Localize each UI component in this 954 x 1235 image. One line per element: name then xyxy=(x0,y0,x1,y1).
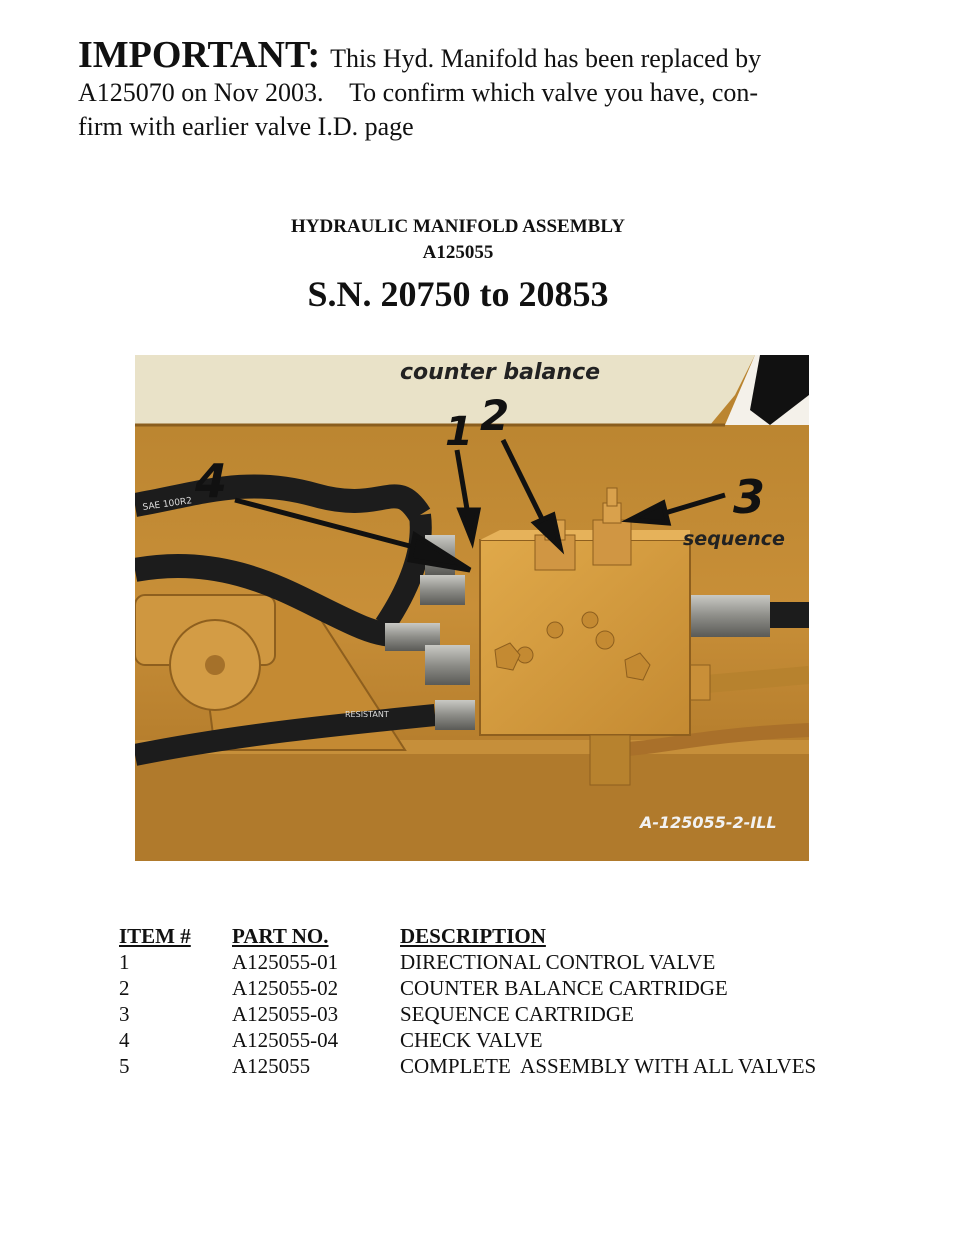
header-item: ITEM # xyxy=(119,924,191,948)
serial-range: S.N. 20750 to 20853 xyxy=(307,274,609,314)
notice-line-1: This Hyd. Manifold has been replaced by xyxy=(330,44,762,73)
table-row xyxy=(119,1054,840,1080)
block-port-2 xyxy=(582,612,598,628)
part-number: A125055-02 xyxy=(232,976,339,1000)
important-notice xyxy=(78,34,838,144)
part-description: COUNTER BALANCE CARTRIDGE xyxy=(400,976,728,1000)
notice-line-2: A125070 on Nov 2003. To confirm which valve you have, con- xyxy=(78,78,759,107)
parts-table xyxy=(119,924,840,1080)
floor-rail xyxy=(135,750,809,861)
part-number: A125055-03 xyxy=(232,1002,339,1026)
table-header-row xyxy=(119,924,840,950)
fitting-2 xyxy=(420,575,465,605)
manifold-photo xyxy=(135,355,809,861)
table-row xyxy=(119,1002,840,1028)
part-description: DIRECTIONAL CONTROL VALVE xyxy=(400,950,716,974)
part-description: SEQUENCE CARTRIDGE xyxy=(400,1002,634,1026)
hose-print-2: RESISTANT xyxy=(345,710,389,719)
notice-line-3: firm with earlier valve I.D. page xyxy=(78,112,414,141)
table-row xyxy=(119,976,840,1002)
photo-id-label: A-125055-2-ILL xyxy=(640,813,777,832)
block-leg xyxy=(590,735,630,785)
hose-print-1: SAE 100R2 xyxy=(142,496,193,513)
item-number: 5 xyxy=(119,1054,130,1078)
tube-right xyxy=(695,675,809,685)
part-number: A125055-04 xyxy=(232,1028,339,1052)
fitting-4 xyxy=(425,645,470,685)
item-number: 1 xyxy=(119,950,130,974)
fitting-5 xyxy=(435,700,475,730)
callout-1: 1 xyxy=(445,409,473,455)
part-description: COMPLETE ASSEMBLY WITH ALL VALVES xyxy=(400,1054,817,1078)
part-description: CHECK VALVE xyxy=(400,1028,543,1052)
callout-4: 4 xyxy=(195,454,228,508)
manifold-illustration xyxy=(135,355,809,861)
decal-counter-balance-text: counter balance xyxy=(400,360,601,385)
item-number: 3 xyxy=(119,1002,130,1026)
pivot-pin xyxy=(205,655,225,675)
fitting-right xyxy=(690,595,770,637)
assembly-title: HYDRAULIC MANIFOLD ASSEMBLY xyxy=(291,216,625,237)
block-port-1 xyxy=(547,622,563,638)
header-part-no: PART NO. xyxy=(232,924,329,948)
callout-2: 2 xyxy=(480,391,510,440)
table-row xyxy=(119,950,840,976)
manifold-block xyxy=(480,540,690,735)
part-number: A125055-01 xyxy=(232,950,339,974)
item-number: 2 xyxy=(119,976,130,1000)
block-port-3 xyxy=(596,631,614,649)
item-number: 4 xyxy=(119,1028,130,1052)
part-number: A125055 xyxy=(232,1054,311,1078)
sequence-cartridge xyxy=(593,520,631,565)
callout-3: 3 xyxy=(733,470,766,524)
manifold-top-face xyxy=(480,530,690,540)
header-description: DESCRIPTION xyxy=(400,924,546,948)
sequence-label: sequence xyxy=(683,528,785,550)
assembly-part-number: A125055 xyxy=(422,242,494,263)
notice-label: IMPORTANT: xyxy=(78,34,321,76)
sequence-stem xyxy=(607,488,617,506)
table-row xyxy=(119,1028,840,1054)
